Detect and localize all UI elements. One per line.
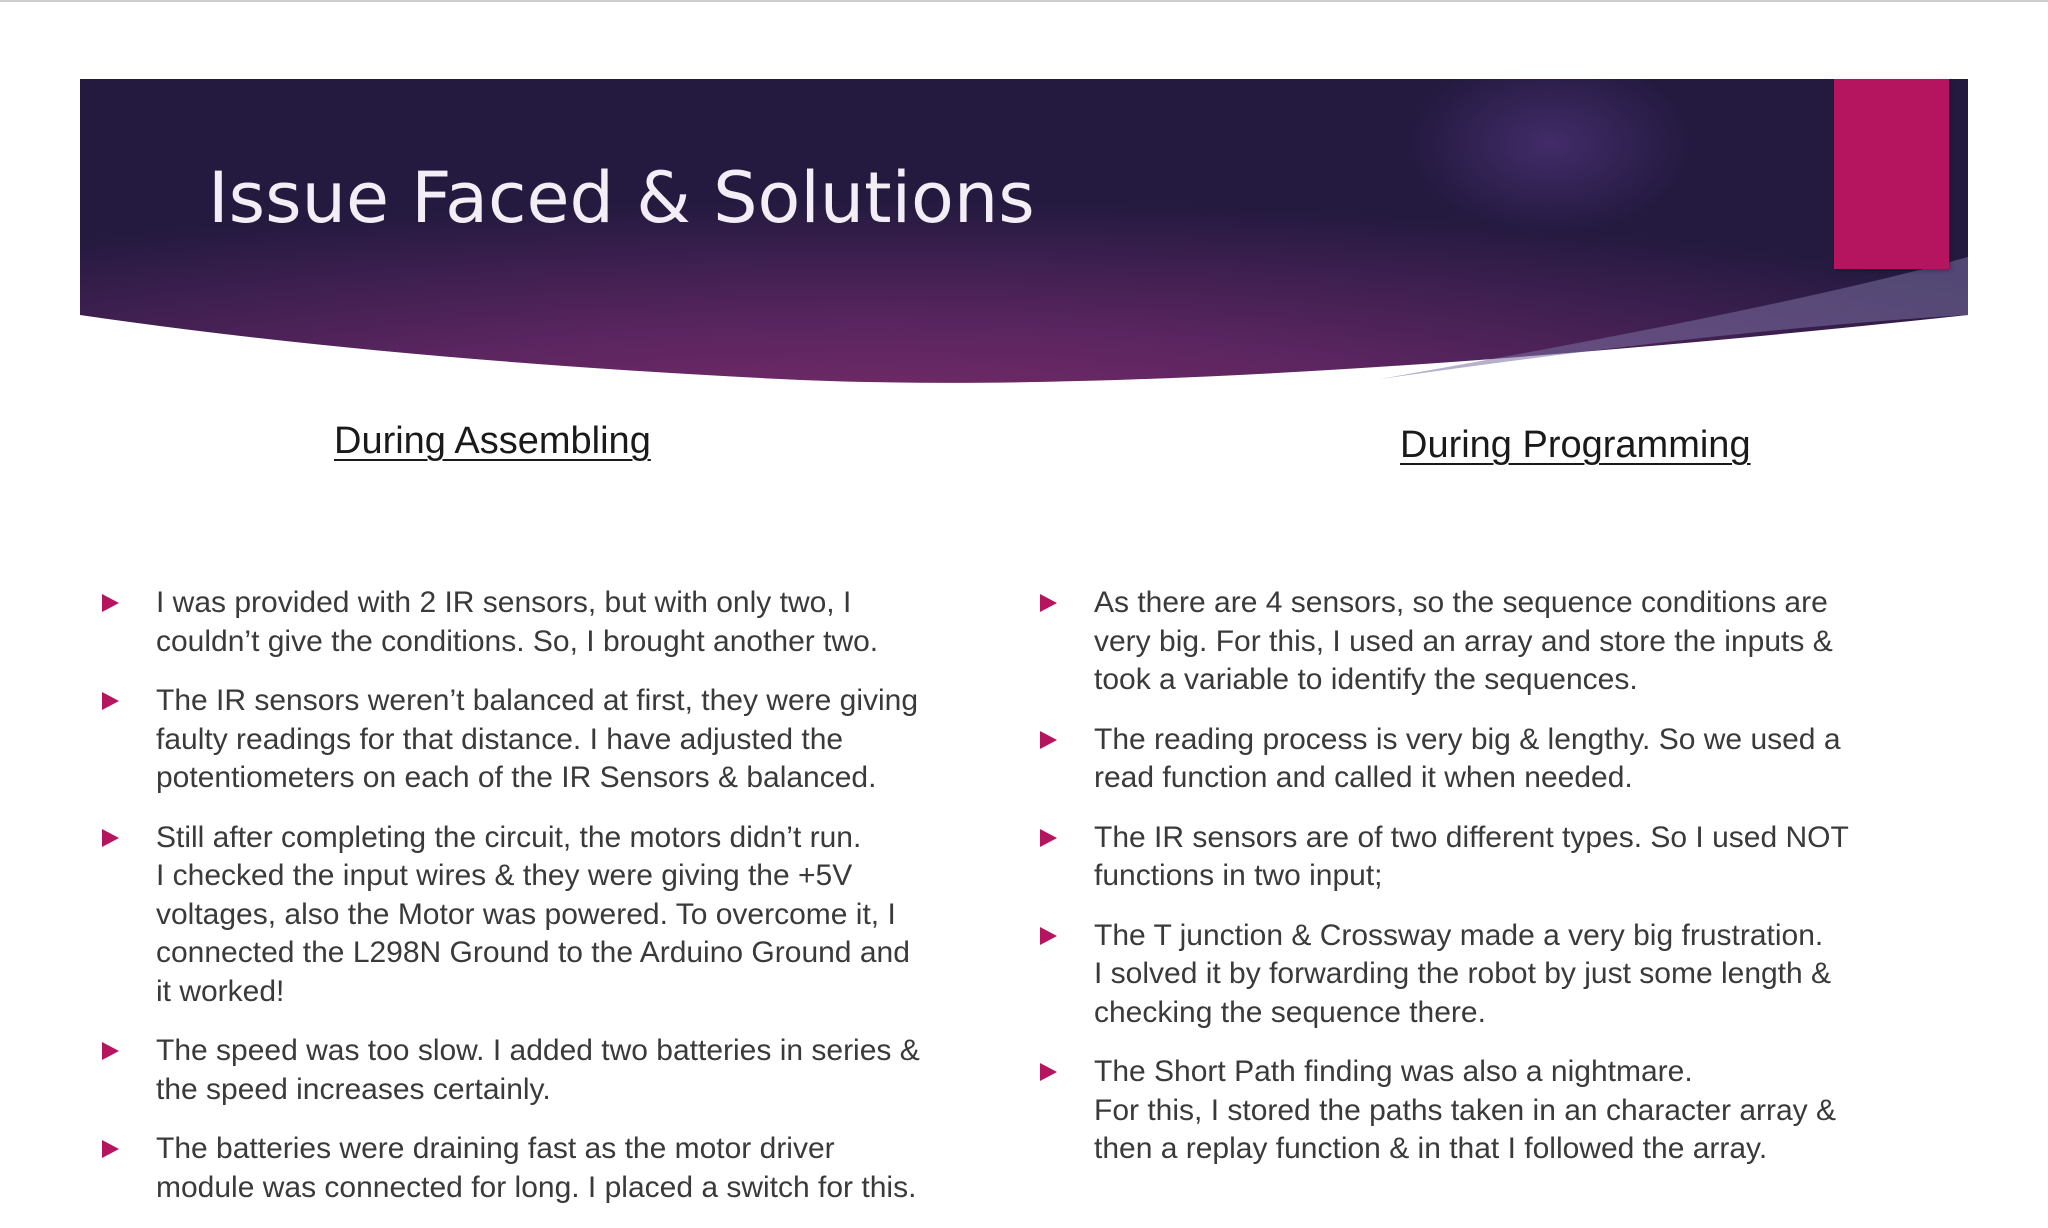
assembling-bullet-list bbox=[102, 584, 1002, 1228]
bullet-item bbox=[1040, 819, 1920, 896]
bullet-text: Still after completing the circuit, the motors didn’t run. I checked the input wires & they were giving the +5V voltages, also the Motor was powered. To overcome it, I connected the L298N Ground to the Arduino Ground and it worked! bbox=[156, 820, 910, 1008]
triangle-right-icon bbox=[1040, 1063, 1057, 1081]
bullet-text: The IR sensors weren’t balanced at first, they were giving faulty readings for that distance. I have adjusted the potentiometers on each of the IR Sensors & balanced. bbox=[156, 684, 919, 794]
bullet-text: The reading process is very big & lengthy. So we used a read function and called it when needed. bbox=[1094, 722, 1841, 794]
triangle-right-icon bbox=[1040, 829, 1057, 847]
programming-bullet-list bbox=[1040, 584, 1920, 1190]
triangle-right-icon bbox=[102, 594, 119, 612]
bullet-item bbox=[1040, 1053, 1920, 1169]
bullet-text: The T junction & Crossway made a very big frustration. I solved it by forwarding the robot by just some length & checking the sequence there. bbox=[1094, 918, 1832, 1029]
programming-heading: During Programming bbox=[1400, 424, 1751, 466]
bullet-text: The Short Path finding was also a nightmare. For this, I stored the paths taken in an character array & then a replay function & in that I followed the array. bbox=[1094, 1055, 1837, 1165]
triangle-right-icon bbox=[102, 1042, 119, 1060]
slide-title: Issue Faced & Solutions bbox=[208, 157, 1035, 239]
bullet-item bbox=[102, 1130, 1002, 1207]
bullet-text: The IR sensors are of two different types. So I used NOT functions in two input; bbox=[1094, 820, 1849, 892]
triangle-right-icon bbox=[1040, 594, 1057, 612]
bullet-item bbox=[102, 1032, 1002, 1109]
slide bbox=[80, 79, 1968, 1204]
bullet-text: The speed was too slow. I added two batteries in series & the speed increases certainly. bbox=[156, 1034, 920, 1106]
triangle-right-icon bbox=[102, 1140, 119, 1158]
bullet-text: I was provided with 2 IR sensors, but with only two, I couldn’t give the conditions. So, I brought another two. bbox=[156, 586, 879, 658]
accent-tab bbox=[1834, 79, 1949, 269]
triangle-right-icon bbox=[1040, 731, 1057, 749]
bullet-item bbox=[102, 682, 1002, 798]
bullet-item bbox=[1040, 917, 1920, 1033]
window-top-border bbox=[0, 0, 2048, 2]
header-banner bbox=[80, 79, 1968, 399]
bullet-item bbox=[102, 584, 1002, 661]
bullet-text: As there are 4 sensors, so the sequence conditions are very big. For this, I used an array and store the inputs & took a variable to identify the sequences. bbox=[1094, 586, 1833, 696]
triangle-right-icon bbox=[1040, 927, 1057, 945]
assembling-heading: During Assembling bbox=[334, 420, 651, 462]
triangle-right-icon bbox=[102, 692, 119, 710]
bullet-item bbox=[1040, 584, 1920, 700]
bullet-item bbox=[102, 819, 1002, 1012]
bullet-item bbox=[1040, 721, 1920, 798]
bullet-text: The batteries were draining fast as the motor driver module was connected for long. I placed a switch for this. bbox=[156, 1132, 917, 1204]
triangle-right-icon bbox=[102, 829, 119, 847]
